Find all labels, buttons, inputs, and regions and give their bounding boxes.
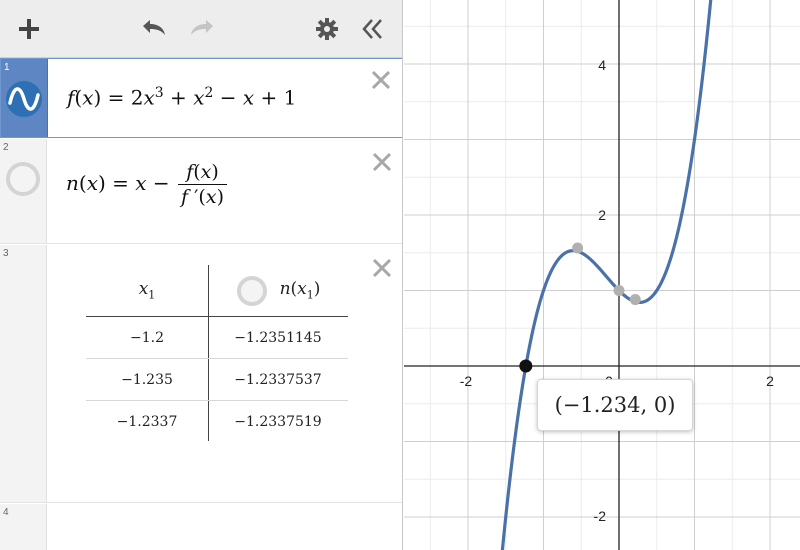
expression-math-2[interactable]: n(x) = x − $\frac{f(x)}{f '(x)}$ — [66, 161, 229, 208]
table-cell[interactable]: −1.235 — [121, 371, 173, 388]
x-tick-label: -2 — [459, 373, 473, 389]
expression-row-2[interactable] — [0, 139, 403, 244]
table-cell[interactable]: −1.2337 — [116, 414, 178, 430]
delete-expression-3-icon[interactable] — [371, 257, 393, 279]
y-tick-label: 4 — [598, 57, 606, 73]
row-number: 4 — [3, 507, 9, 518]
expression-math-1[interactable]: $f(x) = 2x^3 + x^2 - x + 1$ — [67, 85, 297, 110]
wave-icon[interactable] — [4, 79, 44, 119]
hidden-circle-icon[interactable] — [236, 275, 268, 307]
row-number: 3 — [3, 248, 9, 259]
delete-expression-2-icon[interactable] — [371, 151, 393, 173]
row-number: 2 — [3, 142, 9, 153]
curve-point[interactable] — [614, 285, 625, 296]
y-tick-label: 2 — [598, 207, 606, 223]
y-tick-label: -2 — [593, 508, 606, 524]
undo-button[interactable] — [138, 14, 168, 44]
point-coordinate-label: (−1.234, 0) — [537, 379, 693, 431]
redo-icon — [188, 17, 218, 41]
table-row — [86, 401, 348, 443]
table-cell: −1.2337537 — [234, 371, 322, 388]
undo-icon — [138, 17, 168, 41]
gear-icon — [315, 17, 339, 41]
row-number: 1 — [4, 62, 10, 73]
root-point[interactable] — [519, 360, 532, 373]
expression-gutter — [1, 59, 48, 137]
expression-gutter — [0, 245, 47, 502]
x-tick-label: 2 — [766, 373, 774, 389]
add-expression-button[interactable] — [14, 14, 44, 44]
expression-toolbar — [0, 0, 403, 58]
table-row — [86, 359, 348, 401]
expression-gutter — [0, 139, 47, 243]
table-row — [86, 317, 348, 359]
redo-button[interactable] — [188, 14, 218, 44]
collapse-panel-button[interactable] — [358, 14, 388, 44]
settings-button[interactable] — [312, 14, 342, 44]
expression-row-1[interactable] — [0, 58, 403, 138]
axes — [404, 0, 800, 550]
table-cell: −1.2351145 — [234, 329, 322, 346]
grid-major — [404, 0, 800, 550]
curve-point[interactable] — [572, 242, 583, 253]
delete-expression-1-icon[interactable] — [370, 69, 392, 91]
column-header-x1[interactable]: $x_1$ — [138, 279, 156, 302]
table-cell: −1.2337519 — [234, 414, 322, 430]
hidden-circle-icon[interactable] — [5, 161, 41, 197]
table-header — [86, 265, 348, 317]
expression-row-4[interactable] — [0, 504, 403, 550]
function-curve-f[interactable] — [499, 0, 714, 550]
plus-icon — [17, 17, 41, 41]
table-cell[interactable]: −1.2 — [130, 329, 164, 346]
values-table — [86, 265, 348, 443]
grid-minor — [404, 0, 800, 550]
graph-canvas[interactable] — [404, 0, 800, 550]
double-chevron-left-icon — [361, 17, 385, 41]
column-header-n-x1[interactable]: $n(x_1)$ — [208, 265, 348, 316]
curve-point[interactable] — [630, 294, 641, 305]
expression-gutter — [0, 504, 47, 550]
expression-row-3-table[interactable] — [0, 245, 403, 503]
